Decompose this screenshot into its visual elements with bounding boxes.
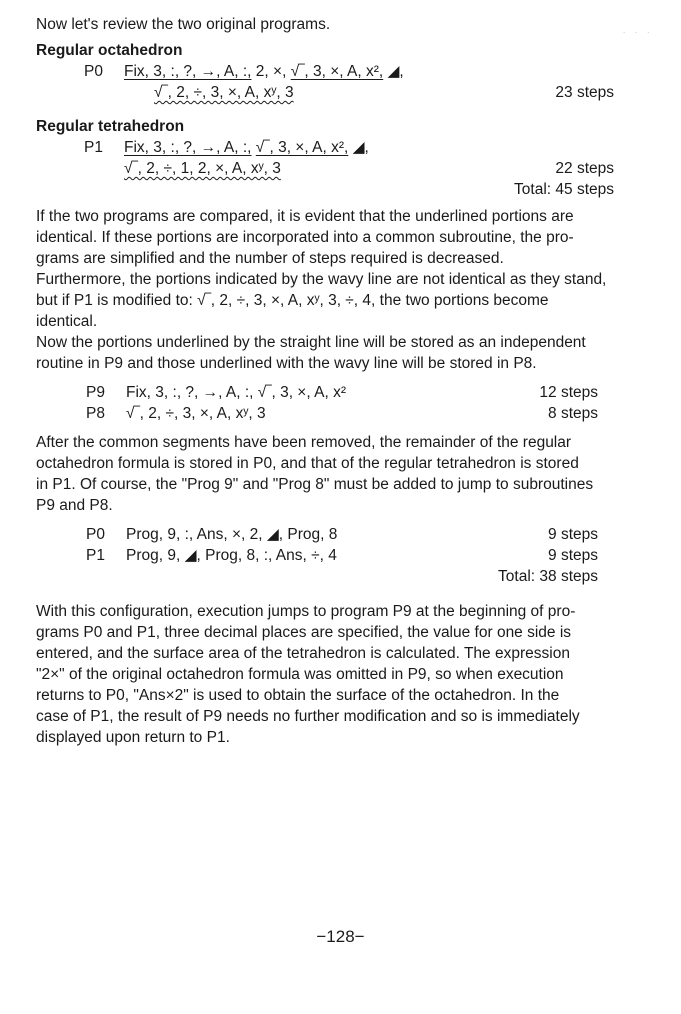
- list-item: [36, 545, 644, 566]
- page-number: −128−: [316, 927, 365, 946]
- program-code-wavy: √‾, 2, ÷, 1, 2, ×, A, xʸ, 3: [124, 160, 281, 177]
- text-line: After the common segments have been removed, the remainder of the regular: [36, 434, 572, 451]
- paragraph-remainder: [36, 432, 644, 516]
- step-count: 8 steps: [548, 405, 598, 422]
- program-code: Prog, 9, :, Ans, ×, 2, ◢, Prog, 8: [126, 526, 338, 543]
- main-program-list: [36, 524, 644, 587]
- tetrahedron-program-line1: [36, 137, 644, 158]
- text-line: P9 and P8.: [36, 497, 113, 514]
- page-body: [36, 14, 644, 748]
- text-line: returns to P0, "Ans×2" is used to obtain the surface of the octahedron. In the: [36, 687, 560, 704]
- step-count: 9 steps: [548, 547, 598, 564]
- program-label: P8: [86, 405, 105, 422]
- text-line: grams are simplified and the number of steps required is decreased.: [36, 250, 504, 267]
- tetrahedron-program-line2: [36, 158, 644, 179]
- total-row: [36, 566, 644, 587]
- step-count: 23 steps: [555, 84, 614, 101]
- program-label: P0: [84, 63, 103, 80]
- text-line: With this configuration, execution jumps to program P9 at the beginning of pro-: [36, 603, 576, 620]
- program-code: Fix, 3, :, ?, →, A, :, √‾, 3, ×, A, x², ◢,: [124, 139, 369, 156]
- step-count: 12 steps: [539, 384, 598, 401]
- program-code: √‾, 2, ÷, 3, ×, A, xʸ, 3: [126, 405, 266, 422]
- text-line: octahedron formula is stored in P0, and that of the regular tetrahedron is stored: [36, 455, 579, 472]
- text-line: Now the portions underlined by the straight line will be stored as an independent: [36, 334, 586, 351]
- text-line: routine in P9 and those underlined with the wavy line will be stored in P8.: [36, 355, 537, 372]
- text-line: If the two programs are compared, it is evident that the underlined portions are: [36, 208, 574, 225]
- text-line: in P1. Of course, the "Prog 9" and "Prog 8" must be added to jump to subroutines: [36, 476, 594, 493]
- text-line: entered, and the surface area of the tetrahedron is calculated. The expression: [36, 645, 570, 662]
- text-line: identical.: [36, 313, 98, 330]
- octahedron-heading: Regular octahedron: [36, 42, 183, 59]
- octahedron-program-line1: [36, 61, 644, 82]
- text-line: Furthermore, the portions indicated by the wavy line are not identical as they stand,: [36, 271, 607, 288]
- step-count: 9 steps: [548, 526, 598, 543]
- octahedron-program-line2: [36, 82, 644, 103]
- text-line: case of P1, the result of P9 needs no further modification and so is immediately: [36, 708, 580, 725]
- program-code: Fix, 3, :, ?, →, A, :, 2, ×, √‾, 3, ×, A, x², ◢,: [124, 63, 404, 80]
- list-item: [36, 524, 644, 545]
- text-line: "2×" of the original octahedron formula was omitted in P9, so when execution: [36, 666, 564, 683]
- intro-text: Now let's review the two original programs.: [36, 16, 331, 33]
- program-code: Fix, 3, :, ?, →, A, :, √‾, 3, ×, A, x²: [126, 384, 346, 401]
- program-code: Prog, 9, ◢, Prog, 8, :, Ans, ÷, 4: [126, 547, 337, 564]
- paragraph-comparison: [36, 206, 644, 374]
- tetrahedron-heading: Regular tetrahedron: [36, 118, 185, 135]
- text-line: displayed upon return to P1.: [36, 729, 230, 746]
- text-line: grams P0 and P1, three decimal places are specified, the value for one side is: [36, 624, 572, 641]
- total-row: [36, 179, 644, 200]
- program-label: P9: [86, 384, 105, 401]
- program-label: P0: [86, 526, 105, 543]
- paragraph-execution: [36, 601, 644, 748]
- program-code-wavy: √‾, 2, ÷, 3, ×, A, xʸ, 3: [154, 84, 294, 101]
- program-label: P1: [86, 547, 105, 564]
- text-line: but if P1 is modified to: √‾, 2, ÷, 3, ×, A, xʸ, 3, ÷, 4, the two portions become: [36, 292, 549, 309]
- step-count: 22 steps: [555, 160, 614, 177]
- subroutine-list: [36, 382, 644, 424]
- list-item: [36, 403, 644, 424]
- total-steps: Total: 45 steps: [514, 181, 614, 198]
- list-item: [36, 382, 644, 403]
- scan-speck: · · ·: [622, 27, 653, 38]
- total-steps: Total: 38 steps: [498, 568, 598, 585]
- text-line: identical. If these portions are incorporated into a common subroutine, the pro-: [36, 229, 574, 246]
- program-label: P1: [84, 139, 103, 156]
